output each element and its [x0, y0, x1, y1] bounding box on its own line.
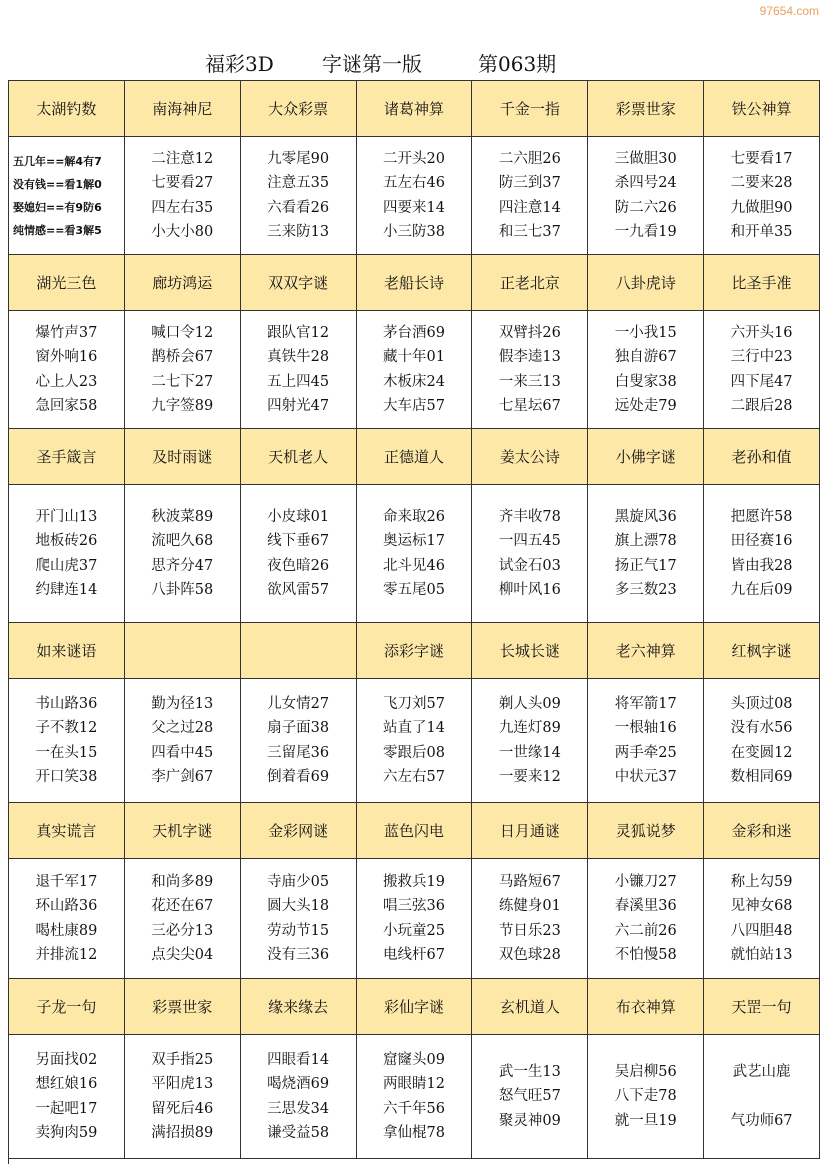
riddle-cell: [472, 485, 588, 623]
riddle-cell: [588, 859, 704, 979]
riddle-line: 秋波菜89: [151, 508, 214, 525]
riddle-line: 和开单35: [730, 224, 793, 240]
riddle-line: 窗外响16: [35, 349, 98, 365]
column-header: 千金一指: [472, 81, 588, 137]
riddle-cell: [472, 679, 588, 803]
riddle-line: 一来三13: [498, 373, 561, 390]
column-header: 及时雨谜: [125, 429, 241, 485]
riddle-line: 没有水56: [730, 720, 793, 736]
riddle-line: 一九看19: [614, 224, 677, 240]
riddle-line: 柳叶风16: [498, 582, 561, 598]
riddle-line: 并排流12: [35, 947, 98, 963]
riddle-line: 飞刀刘57: [383, 695, 445, 712]
column-header: 彩票世家: [588, 81, 704, 137]
riddle-line: 六开头16: [730, 324, 793, 341]
riddle-line: 防二六26: [614, 199, 677, 216]
riddle-line: 真铁牛28: [267, 349, 330, 365]
column-header: 南海神尼: [125, 81, 241, 137]
riddle-cell: [125, 311, 241, 429]
riddle-line: 北斗见46: [383, 557, 445, 574]
column-header: 诸葛神算: [357, 81, 473, 137]
riddle-line: 零跟后08: [383, 744, 445, 761]
riddle-line: 藏十年01: [383, 349, 445, 365]
riddle-line: 四下尾47: [730, 373, 793, 390]
column-header: 正德道人: [357, 429, 473, 485]
column-header: 红枫字谜: [704, 623, 820, 679]
column-header: 老孙和值: [704, 429, 820, 485]
column-header: 双双字谜: [241, 255, 357, 311]
riddle-line: 四看中45: [151, 744, 214, 761]
riddle-line: 一起吧17: [35, 1100, 98, 1117]
riddle-line: 一世缘14: [498, 744, 561, 761]
riddle-line: 两眼睛12: [383, 1076, 445, 1092]
riddle-cell: [472, 859, 588, 979]
riddle-line: 白叟家38: [614, 373, 677, 390]
riddle-line: 退千军17: [35, 873, 98, 890]
riddle-line: 防三到37: [498, 175, 561, 191]
column-header: 比圣手准: [704, 255, 820, 311]
riddle-line: 娶媳妇==有9防6: [13, 200, 102, 214]
riddle-cell: [241, 137, 357, 255]
riddle-line: 一四五45: [498, 533, 561, 549]
column-header: 太湖钓数: [9, 81, 125, 137]
riddle-line: 见神女68: [730, 898, 793, 914]
riddle-line: 六左右57: [383, 769, 445, 785]
riddle-line: 七要看17: [730, 150, 793, 167]
riddle-line: 九字签89: [151, 398, 214, 414]
riddle-line: 三留尾36: [267, 744, 330, 761]
title-edition: 字谜第一版: [322, 52, 422, 76]
column-header: 添彩字谜: [357, 623, 473, 679]
riddle-line: 和尚多89: [151, 873, 214, 890]
riddle-line: 注意五35: [267, 175, 330, 191]
riddle-cell: [125, 859, 241, 979]
riddle-line: 杀四号24: [614, 175, 677, 191]
riddle-cell: [241, 311, 357, 429]
riddle-line: 小三防38: [383, 224, 445, 240]
riddle-line: 急回家58: [35, 398, 98, 414]
column-header: 彩仙字谜: [357, 979, 473, 1035]
riddle-cell: [472, 311, 588, 429]
riddle-cell: [704, 679, 820, 803]
riddle-line: 寺庙少05: [267, 873, 330, 890]
riddle-line: 环山路36: [35, 898, 98, 914]
riddle-line: 电线杆67: [383, 947, 445, 963]
riddle-line: 小玩童25: [383, 922, 445, 939]
riddle-cell: [588, 137, 704, 255]
riddle-line: 思齐分47: [151, 557, 214, 574]
riddle-line: 约肆连14: [35, 582, 98, 598]
riddle-cell: [357, 311, 473, 429]
riddle-line: 八下走78: [614, 1088, 677, 1105]
riddle-line: 扇子面38: [267, 720, 330, 736]
riddle-cell: [125, 485, 241, 623]
column-header: 子龙一句: [9, 979, 125, 1035]
riddle-cell: [357, 679, 473, 803]
riddle-line: 不怕慢58: [614, 947, 677, 963]
riddle-cell: [9, 485, 125, 623]
riddle-line: 倒着看69: [267, 769, 330, 785]
riddle-cell: [357, 859, 473, 979]
riddle-line: 三必分13: [151, 922, 214, 939]
riddle-line: 齐丰收78: [498, 508, 561, 525]
riddle-line: 奥运标17: [383, 533, 445, 549]
riddle-line: 假李逵13: [498, 349, 561, 365]
riddle-line: 点尖尖04: [151, 947, 214, 963]
column-header: 姜太公诗: [472, 429, 588, 485]
riddle-cell: [125, 1035, 241, 1159]
riddle-line: 花还在67: [151, 898, 214, 914]
riddle-line: 五几年==解4有7: [13, 154, 102, 168]
riddle-line: 七星坛67: [498, 398, 561, 414]
riddle-line: 四注意14: [498, 199, 561, 216]
riddle-line: 旗上漂78: [614, 533, 677, 549]
riddle-line: 独自游67: [614, 349, 677, 365]
riddle-cell: [588, 679, 704, 803]
riddle-line: 数相同69: [730, 769, 793, 785]
riddle-line: 二七下27: [151, 373, 214, 390]
column-header: 玄机道人: [472, 979, 588, 1035]
riddle-line: 聚灵神09: [498, 1112, 561, 1129]
riddle-cell: [357, 485, 473, 623]
riddle-line: 卖狗肉59: [35, 1125, 98, 1141]
riddle-table: [8, 80, 820, 1164]
column-header: 八卦虎诗: [588, 255, 704, 311]
title-lottery: 福彩3D: [205, 52, 274, 76]
column-header: 真实谎言: [9, 803, 125, 859]
column-header: 天机字谜: [125, 803, 241, 859]
riddle-line: 六二前26: [614, 922, 677, 939]
column-header: 铁公神算: [704, 81, 820, 137]
column-header: 缘来缘去: [241, 979, 357, 1035]
riddle-line: 远处走79: [614, 398, 677, 414]
riddle-line: 大车店57: [383, 398, 445, 414]
riddle-line: 二开头20: [383, 150, 445, 167]
riddle-line: 将军箭17: [614, 695, 677, 712]
riddle-cell: [241, 859, 357, 979]
riddle-line: 子不教12: [35, 720, 98, 736]
riddle-line: 拿仙棍78: [383, 1125, 445, 1141]
riddle-line: 二六胆26: [498, 150, 561, 167]
riddle-line: 二要来28: [730, 175, 793, 191]
riddle-line: 儿女情27: [267, 695, 330, 712]
riddle-line: 气功师67: [730, 1112, 793, 1129]
riddle-cell: [472, 1035, 588, 1159]
riddle-cell: [357, 137, 473, 255]
riddle-cell: [588, 485, 704, 623]
riddle-line: 三做胆30: [614, 150, 677, 167]
riddle-line: 二注意12: [151, 150, 214, 167]
riddle-line: 春溪里36: [614, 898, 677, 914]
riddle-line: 九在后09: [730, 582, 793, 598]
riddle-line: 纯情感==看3解5: [13, 223, 102, 237]
riddle-line: 李广剑67: [151, 769, 214, 785]
riddle-line: 两手牵25: [614, 744, 677, 761]
riddle-line: 心上人23: [35, 373, 98, 390]
riddle-line: 爬山虎37: [35, 557, 98, 574]
riddle-line: 剃人头09: [498, 695, 561, 712]
riddle-line: 三行中23: [730, 349, 793, 365]
riddle-cell: [125, 679, 241, 803]
riddle-line: 就一旦19: [614, 1112, 677, 1129]
riddle-line: 父之过28: [151, 720, 214, 736]
riddle-line: 木板床24: [383, 373, 445, 390]
riddle-line: 黑旋风36: [614, 508, 677, 525]
title-issue: 第063期: [478, 52, 557, 76]
riddle-cell: [241, 679, 357, 803]
riddle-line: 双臂抖26: [498, 324, 561, 341]
riddle-line: 扬正气17: [614, 557, 677, 574]
riddle-cell: [241, 1035, 357, 1159]
riddle-line: 劳动节15: [267, 922, 330, 939]
riddle-line: 爆竹声37: [35, 324, 98, 341]
riddle-cell: [704, 137, 820, 255]
riddle-line: 没有钱==看1解0: [13, 177, 102, 191]
riddle-cell: [704, 1035, 820, 1159]
riddle-line: 九做胆90: [730, 199, 793, 216]
riddle-line: 喝杜康89: [35, 922, 98, 939]
column-header: [125, 623, 241, 679]
riddle-line: 没有三36: [267, 947, 330, 963]
riddle-line: 九零尾90: [267, 150, 330, 167]
riddle-line: 小皮球01: [267, 508, 330, 525]
riddle-cell: [9, 679, 125, 803]
riddle-line: 马路短67: [498, 873, 561, 890]
riddle-line: 称上勾59: [730, 873, 793, 890]
riddle-line: 四射光47: [267, 398, 330, 414]
riddle-line: 六千年56: [383, 1100, 445, 1117]
riddle-line: 满招损89: [151, 1125, 214, 1141]
riddle-cell: [9, 859, 125, 979]
riddle-line: 双手指25: [151, 1051, 214, 1068]
column-header: 正老北京: [472, 255, 588, 311]
column-header: 灵狐说梦: [588, 803, 704, 859]
riddle-line: 一根轴16: [614, 720, 677, 736]
column-header: 金彩和迷: [704, 803, 820, 859]
column-header: 小佛字谜: [588, 429, 704, 485]
riddle-line: 跟队官12: [267, 324, 330, 341]
riddle-line: 节日乐23: [498, 922, 561, 939]
column-header: 彩票世家: [125, 979, 241, 1035]
riddle-line: 另面找02: [35, 1051, 98, 1068]
riddle-line: 田径赛16: [730, 533, 793, 549]
riddle-cell: [241, 485, 357, 623]
riddle-line: 线下垂67: [267, 533, 330, 549]
riddle-line: 夜色暗26: [267, 557, 330, 574]
riddle-line: 九连灯89: [498, 720, 561, 736]
riddle-line: 命来取26: [383, 508, 445, 525]
riddle-line: 喊口令12: [151, 324, 214, 341]
riddle-line: 谦受益58: [267, 1125, 330, 1141]
riddle-line: 开门山13: [35, 508, 98, 525]
riddle-line: 皆由我28: [730, 557, 793, 574]
riddle-line: 三思发34: [267, 1100, 330, 1117]
riddle-line: 三来防13: [267, 224, 330, 240]
column-header: 天机老人: [241, 429, 357, 485]
column-header: 天罡一句: [704, 979, 820, 1035]
riddle-cell: [472, 137, 588, 255]
riddle-cell: [357, 1035, 473, 1159]
riddle-line: 多三数23: [614, 582, 677, 598]
riddle-line: 吴启柳56: [614, 1063, 677, 1080]
column-header: 湖光三色: [9, 255, 125, 311]
riddle-line: 地板砖26: [35, 533, 98, 549]
riddle-line: 搬救兵19: [383, 873, 445, 890]
column-header: 大众彩票: [241, 81, 357, 137]
column-header: [241, 623, 357, 679]
riddle-line: 怒气旺57: [498, 1088, 561, 1105]
riddle-line: 唱三弦36: [383, 898, 445, 914]
column-header: 日月通谜: [472, 803, 588, 859]
riddle-cell: [704, 311, 820, 429]
riddle-line: 零五尾05: [383, 582, 445, 598]
riddle-line: 想红娘16: [35, 1076, 98, 1092]
riddle-line: 一在头15: [35, 744, 98, 761]
riddle-line: 平阳虎13: [151, 1076, 214, 1092]
riddle-line: 开口笑38: [35, 769, 98, 785]
riddle-line: 一要来12: [498, 769, 561, 785]
riddle-cell: [9, 311, 125, 429]
page-title: [0, 44, 827, 76]
riddle-line: 站直了14: [383, 720, 445, 736]
riddle-cell: [588, 1035, 704, 1159]
riddle-line: 头顶过08: [730, 695, 793, 712]
riddle-line: 小镰刀27: [614, 873, 677, 890]
column-header: 老船长诗: [357, 255, 473, 311]
riddle-cell: [9, 1035, 125, 1159]
column-header: 老六神算: [588, 623, 704, 679]
riddle-line: 五上四45: [267, 373, 330, 390]
watermark-text: 97654.com: [759, 4, 819, 18]
riddle-cell: [704, 859, 820, 979]
column-header: 廊坊鸿运: [125, 255, 241, 311]
riddle-line: 一小我15: [614, 324, 677, 341]
riddle-line: 欲风雷57: [267, 582, 330, 598]
riddle-line: 中状元37: [614, 769, 677, 785]
riddle-line: 双色球28: [498, 947, 561, 963]
riddle-cell: [125, 137, 241, 255]
riddle-line: 四眼看14: [267, 1051, 330, 1068]
riddle-line: 在变圆12: [730, 744, 793, 761]
riddle-line: 八四胆48: [730, 922, 793, 939]
riddle-line: 武一生13: [498, 1063, 561, 1080]
riddle-line: 留死后46: [151, 1100, 214, 1117]
riddle-cell: [588, 311, 704, 429]
riddle-line: 四要来14: [383, 199, 445, 216]
riddle-line: 七要看27: [151, 175, 214, 191]
column-header: 如来谜语: [9, 623, 125, 679]
riddle-line: 圆大头18: [267, 898, 330, 914]
riddle-line: 五左右46: [383, 175, 445, 191]
riddle-line: 就怕站13: [730, 947, 793, 963]
riddle-line: 书山路36: [35, 695, 98, 712]
riddle-line: 茅台酒69: [383, 324, 445, 341]
riddle-line: 八卦阵58: [151, 582, 214, 598]
riddle-line: 勤为径13: [151, 695, 214, 712]
riddle-line: 试金石03: [498, 557, 561, 574]
column-header: 长城长谜: [472, 623, 588, 679]
column-header: 金彩网谜: [241, 803, 357, 859]
riddle-line: 和三七37: [498, 224, 561, 240]
riddle-line: 练健身01: [498, 898, 561, 914]
column-header: 布衣神算: [588, 979, 704, 1035]
riddle-line: 二跟后28: [730, 398, 793, 414]
riddle-line: 把愿许58: [730, 508, 793, 525]
riddle-line: 流吧久68: [151, 533, 214, 549]
riddle-line: 四左右35: [151, 199, 214, 216]
column-header: 蓝色闪电: [357, 803, 473, 859]
riddle-cell: [9, 137, 125, 255]
riddle-cell: [704, 485, 820, 623]
riddle-line: 小大小80: [151, 224, 214, 240]
riddle-line: 鹊桥会67: [151, 349, 214, 365]
riddle-line: 窟窿头09: [383, 1051, 445, 1068]
column-header: 圣手箴言: [9, 429, 125, 485]
riddle-line: 武艺山鹿: [732, 1064, 791, 1080]
riddle-line: 六看看26: [267, 199, 330, 216]
riddle-line: 喝烧酒69: [267, 1076, 330, 1092]
